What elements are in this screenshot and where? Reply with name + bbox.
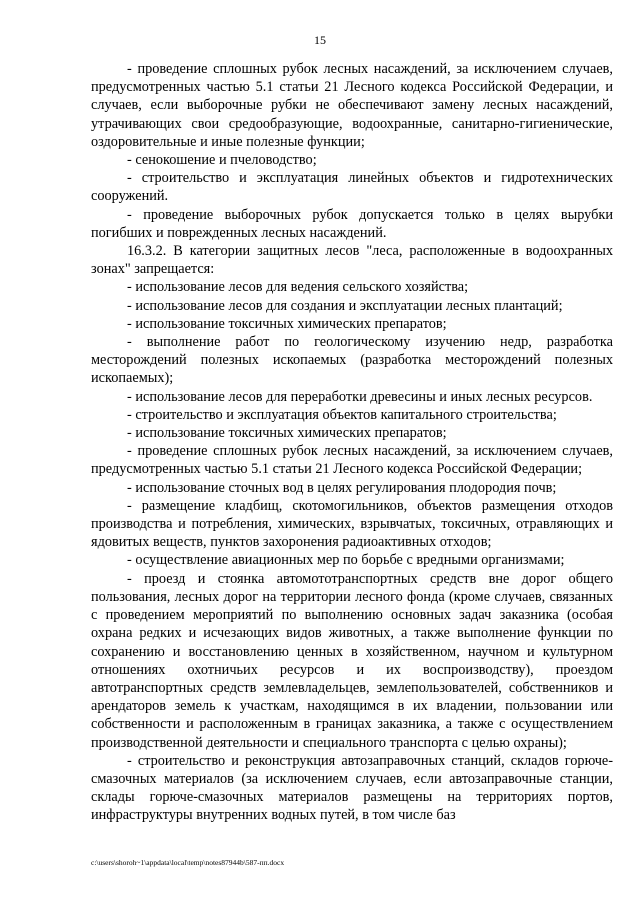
page-number: 15 xyxy=(314,33,326,47)
paragraph: - строительство и эксплуатация объектов капитального строительства; xyxy=(127,406,557,423)
paragraph: - проведение выборочных рубок допускается только в целях вырубки погибших и поврежденных лесных насаждений. xyxy=(91,206,613,241)
footer-file-path: c:\users\shoroh~1\appdata\local\temp\notes87944b\587-пп.docx xyxy=(91,858,285,867)
paragraph: - проезд и стоянка автомототранспортных средств вне дорог общего пользования, лесных дорог на территории лесного фонда (кроме случаев, связанных с проведением мероприятий по выполнению основных задач заказника (особая охрана редких и исчезающих видов животных, а также выполнение функции по сохранению и восстановлению ценных в хозяйственном, научном и культурном отношениях охотничьих ресурсов и их воспроизводству), проездом автотранспортных средств землевладельцев, землепользователей, собственников и арендаторов земель к участкам, находящимся в их владении, пользовании или собственности и расположенным в границах заказника, а также с осуществлением производственной деятельности и специального транспорта с целью охраны); xyxy=(91,570,613,751)
paragraph: - использование сточных вод в целях регулирования плодородия почв; xyxy=(127,479,557,496)
body-text xyxy=(91,60,613,825)
paragraph: - проведение сплошных рубок лесных насаждений, за исключением случаев, предусмотренных частью 5.1 статьи 21 Лесного кодекса Российской Федерации; xyxy=(91,443,613,478)
paragraph: - использование токсичных химических препаратов; xyxy=(127,425,447,442)
paragraph: - осуществление авиационных мер по борьбе с вредными организмами; xyxy=(127,552,565,569)
paragraph: - выполнение работ по геологическому изучению недр, разработка месторождений полезных ископаемых (разработка месторождений полезных ископаемых); xyxy=(91,334,613,387)
paragraph: - использование токсичных химических препаратов; xyxy=(127,315,447,332)
paragraph: - использование лесов для ведения сельского хозяйства; xyxy=(127,279,469,296)
paragraph: - использование лесов для переработки древесины и иных лесных ресурсов. xyxy=(127,388,593,405)
paragraph: - сенокошение и пчеловодство; xyxy=(127,152,317,169)
paragraph: - проведение сплошных рубок лесных насаждений, за исключением случаев, предусмотренных частью 5.1 статьи 21 Лесного кодекса Российской Федерации, и случаев, если выборочные рубки не обеспечивают замену лесных насаждений, утрачивающих свои средообразующие, водоохранные, санитарно-гигиенические, оздоровительные и иные полезные функции; xyxy=(91,61,613,150)
paragraph: - строительство и реконструкция автозаправочных станций, складов горюче-смазочных материалов (за исключением случаев, если автозаправочные станции, склады горюче-смазочных материалов размещены на территориях портов, инфраструктуры внутренних водных путей, в том числе баз xyxy=(91,752,613,824)
section-heading-16-3-2: 16.3.2. В категории защитных лесов "леса, расположенные в водоохранных зонах" запрещается: xyxy=(91,243,613,278)
paragraph: - размещение кладбищ, скотомогильников, объектов размещения отходов производства и потребления, химических, взрывчатых, токсичных, отравляющих и ядовитых веществ, пунктов захоронения радиоактивных отходов; xyxy=(91,497,613,551)
paragraph: - строительство и эксплуатация линейных объектов и гидротехнических сооружений. xyxy=(91,170,613,205)
paragraph: - использование лесов для создания и эксплуатации лесных плантаций; xyxy=(127,297,563,314)
